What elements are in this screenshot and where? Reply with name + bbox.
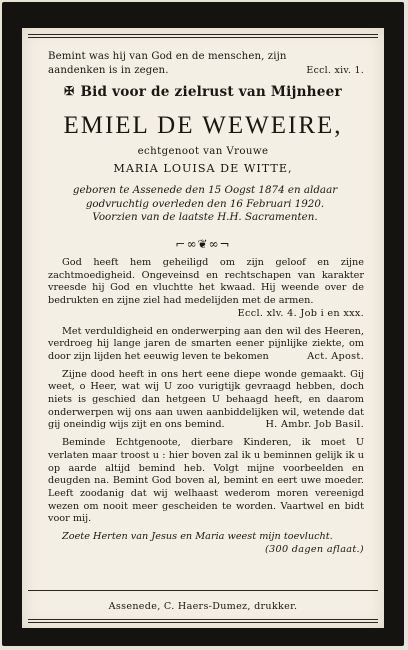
ornament-divider: ⌐∞❦∞¬: [175, 237, 231, 251]
paragraph-3-reference: H. Ambr. Job Basil.: [265, 419, 364, 431]
spouse-line: echtgenoot van Vrouwe: [137, 146, 269, 157]
paragraph-2: Met verduldigheid en onderwerping aan den wil des Heeren, verdroeg hij lange jaren de smarten eener pijnlijke ziekte, om door zijn lijden het eeuwig leven te bekomen Act. Apost.: [48, 325, 364, 362]
paragraph-1: God heeft hem geheiligd om zijn geloof en zijne zachtmoedigheid. Ongeveinsd en rechtschapen van karakter vreesde hij God en vluchtte het kwaad. Hij weende over de bedrukten en zijne ziel had medelijden met de armen. Eccl. xlv. 4. Job i en xxx.: [48, 257, 364, 319]
indulgence-note: (300 dagen aflaat.): [264, 543, 364, 555]
epigraph: [48, 50, 364, 78]
paragraph-2-reference: Act. Apost.: [307, 350, 364, 362]
bio-line-2: godvruchtig overleden den 16 Februari 1920.: [85, 197, 325, 210]
prayer-heading: ✠ Bid voor de zielrust van Mijnheer: [64, 84, 342, 100]
paragraph-1-reference: Eccl. xlv. 4. Job i en xxx.: [237, 307, 364, 319]
epigraph-reference: Eccl. xiv. 1.: [306, 65, 364, 76]
deceased-name: EMIEL DE WEWEIRE,: [63, 112, 343, 139]
printer-imprint: Assenede, C. Haers-Dumez, drukker.: [108, 601, 298, 612]
paragraph-4: Beminde Echtgenoote, dierbare Kinderen, ik moet U verlaten maar troost u : hier boven zal ik u beminnen gelijk ik u op aarde altijd bemind heb. Volgt mijne voorbeelden en deugden na. Bemint God boven al, bemint en eert uwe moeder. Leeft zoodanig dat wij welhaast wederom moren vereenigd wezen om nooit meer gescheiden te worden. Vaartwel en bidt voor mij.: [48, 437, 364, 525]
paragraph-3: Zijne dood heeft in ons hert eene diepe wonde gemaakt. Gij weet, o Heer, wat wij U zoo vurigtijk gevraagd hebben, doch niets is geschied dan hetgeen U behaagd heeft, en daarom onderwerpen wij ons aan uwen aanbiddelijken wil, wetende dat gij oneindig wijs zijt en ons bemind. H. Ambr. Job Basil.: [48, 368, 364, 431]
body-text: [48, 257, 364, 561]
epigraph-line-1: Bemint was hij van God en de menschen, zijn: [48, 51, 287, 62]
mourning-card-border: [2, 2, 404, 646]
memorial-card: [22, 28, 384, 628]
bio-line-1: geboren te Assenede den 15 Oogst 1874 en aldaar: [72, 184, 338, 196]
epigraph-line-2: aandenken is in zegen.: [48, 65, 169, 76]
biography: [40, 184, 370, 225]
cross-icon: ✠: [64, 84, 75, 98]
spouse-name: MARIA LOUISA DE WITTE,: [113, 162, 293, 175]
indulgence-prayer: Zoete Herten van Jesus en Maria weest mijn toevlucht. (300 dagen aflaat.): [62, 531, 364, 555]
bio-line-3: Voorzien van de laatste H.H. Sacramenten.: [92, 211, 318, 224]
